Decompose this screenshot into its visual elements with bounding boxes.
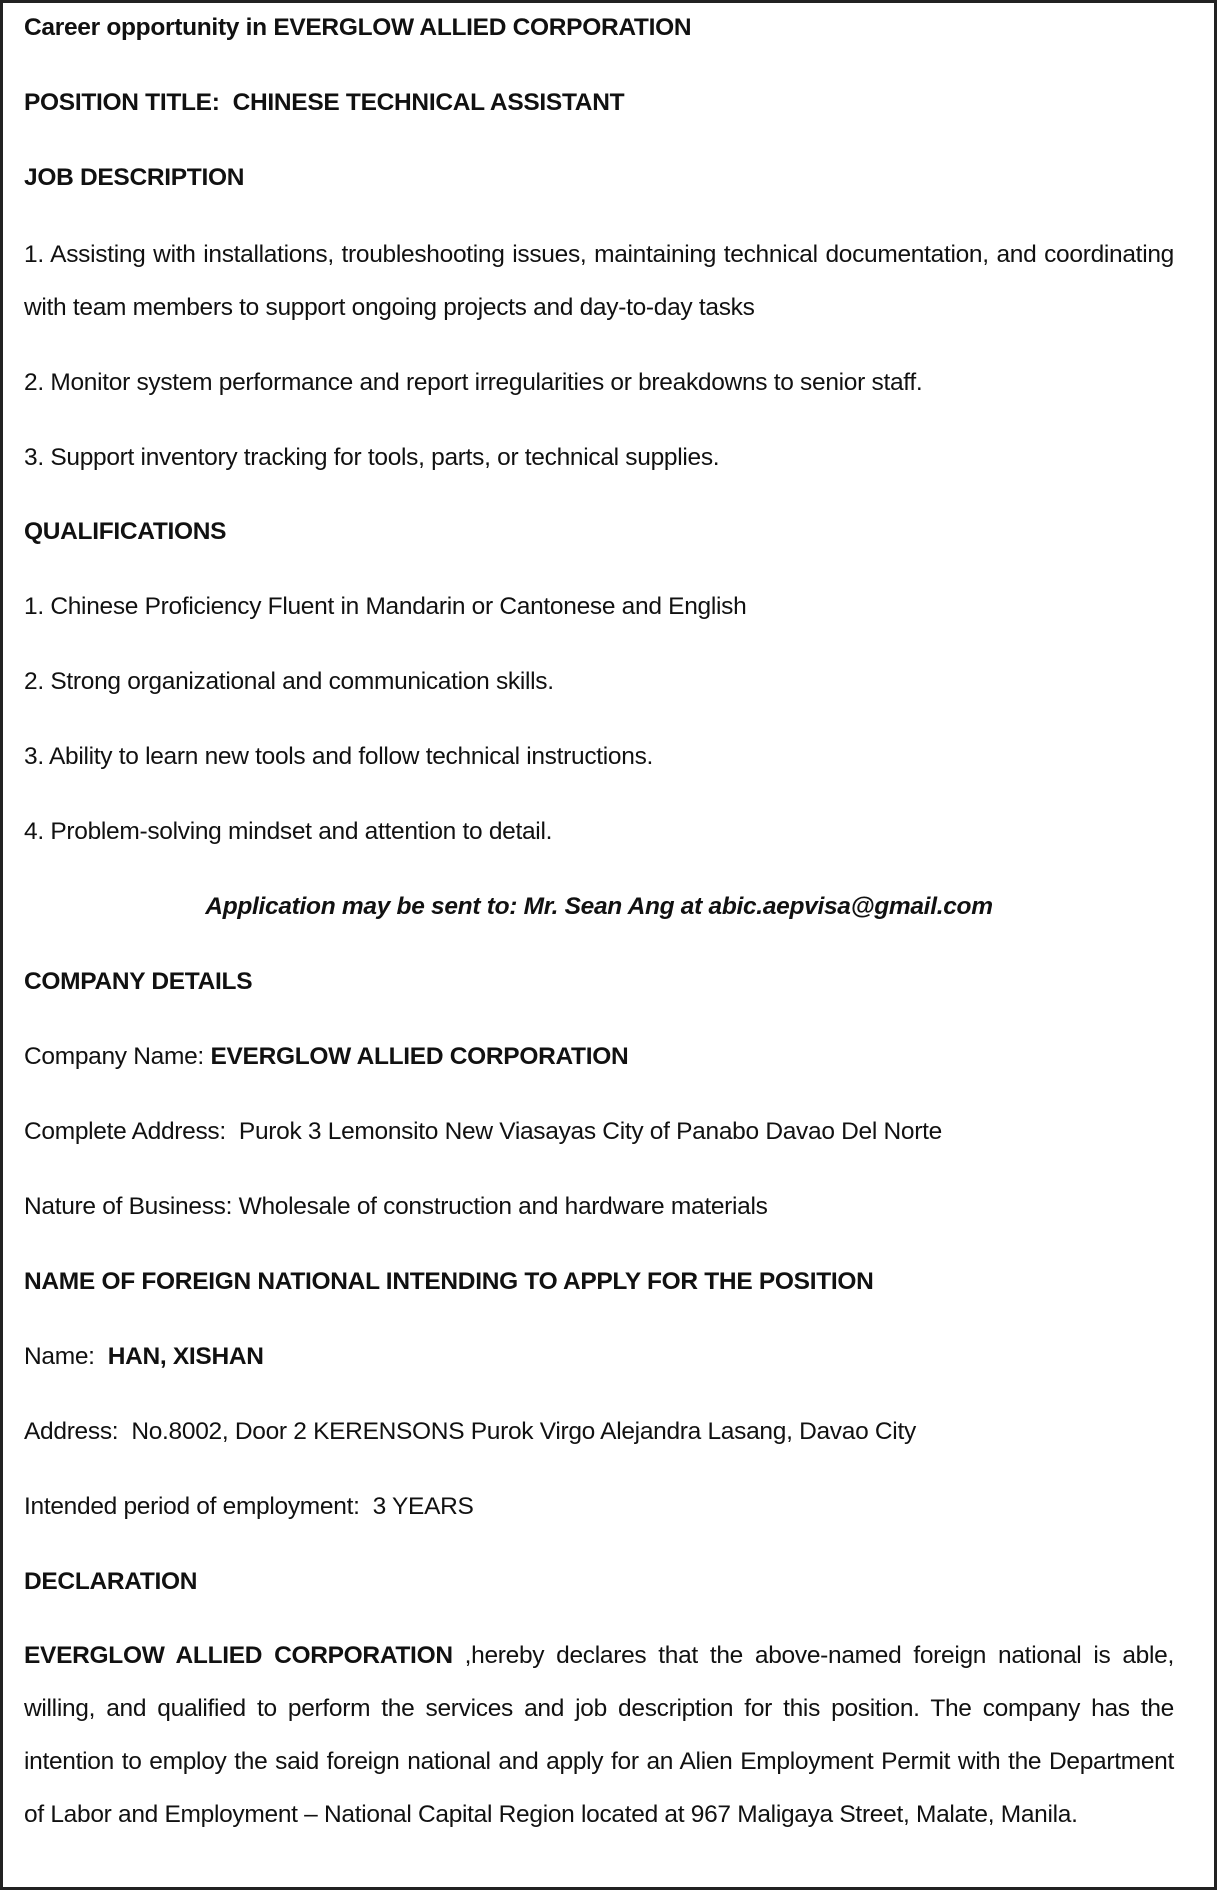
foreign-address-label: Address: — [24, 1418, 119, 1445]
job-description-item-3: 3. Support inventory tracking for tools, parts, or technical supplies. — [24, 444, 720, 471]
qualification-item-3: 3. Ability to learn new tools and follow technical instructions. — [24, 743, 654, 770]
company-details-heading: COMPANY DETAILS — [24, 968, 253, 995]
company-name-row — [24, 1042, 628, 1072]
foreign-address-value: No.8002, Door 2 KERENSONS Purok Virgo Alejandra Lasang, Davao City — [131, 1418, 916, 1445]
company-name-value: EVERGLOW ALLIED CORPORATION — [210, 1043, 629, 1070]
qualification-item-4: 4. Problem-solving mindset and attention to detail. — [24, 818, 553, 845]
qualification-item-1: 1. Chinese Proficiency Fluent in Mandarin or Cantonese and English — [24, 593, 747, 620]
qualification-item-2: 2. Strong organizational and communication skills. — [24, 668, 554, 695]
career-prefix: Career opportunity in — [24, 14, 274, 41]
employment-period-value: 3 YEARS — [372, 1493, 474, 1520]
career-title — [24, 13, 691, 43]
company-address-label: Complete Address: — [24, 1118, 226, 1145]
declaration-company: EVERGLOW ALLIED CORPORATION — [24, 1642, 453, 1669]
declaration-paragraph — [24, 1629, 1174, 1841]
company-address-value: Purok 3 Lemonsito New Viasayas City of Panabo Davao Del Norte — [238, 1118, 942, 1145]
position-label: POSITION TITLE: — [24, 89, 220, 116]
foreign-name-value: HAN, XISHAN — [107, 1343, 264, 1370]
career-company: EVERGLOW ALLIED CORPORATION — [273, 14, 692, 41]
employment-period-label: Intended period of employment: — [24, 1493, 360, 1520]
business-nature-label: Nature of Business: — [24, 1193, 233, 1220]
business-nature-row — [24, 1192, 768, 1222]
company-address-row — [24, 1117, 942, 1147]
company-name-label: Company Name: — [24, 1043, 204, 1070]
position-title — [24, 88, 624, 118]
job-description-item-1: 1. Assisting with installations, troubleshooting issues, maintaining technical documentation, and coordinating with team members to support ongoing projects and day-to-day tasks — [24, 241, 1174, 321]
application-note: Application may be sent to: Mr. Sean Ang at abic.aepvisa@gmail.com — [205, 893, 993, 920]
employment-period-row — [24, 1492, 474, 1522]
qualifications-heading: QUALIFICATIONS — [24, 518, 227, 545]
foreign-national-heading: NAME OF FOREIGN NATIONAL INTENDING TO APPLY FOR THE POSITION — [24, 1268, 874, 1295]
declaration-heading: DECLARATION — [24, 1568, 198, 1595]
foreign-address-row — [24, 1417, 916, 1447]
position-value: CHINESE TECHNICAL ASSISTANT — [232, 89, 625, 116]
job-description-item-2: 2. Monitor system performance and report irregularities or breakdowns to senior staff. — [24, 369, 923, 396]
business-nature-value: Wholesale of construction and hardware materials — [238, 1193, 768, 1220]
foreign-name-row — [24, 1342, 264, 1372]
declaration-text: ,hereby declares that the above-named foreign national is able, willing, and qualified to perform the services and job description for this position. The company has the intention to employ the said foreign national and apply for an Alien Employment Permit with the Department of Labor and Employment – National Capital Region located at 967 Maligaya Street, Malate, Manila. — [24, 1642, 1174, 1828]
foreign-name-label: Name: — [24, 1343, 95, 1370]
job-description-heading: JOB DESCRIPTION — [24, 164, 245, 191]
